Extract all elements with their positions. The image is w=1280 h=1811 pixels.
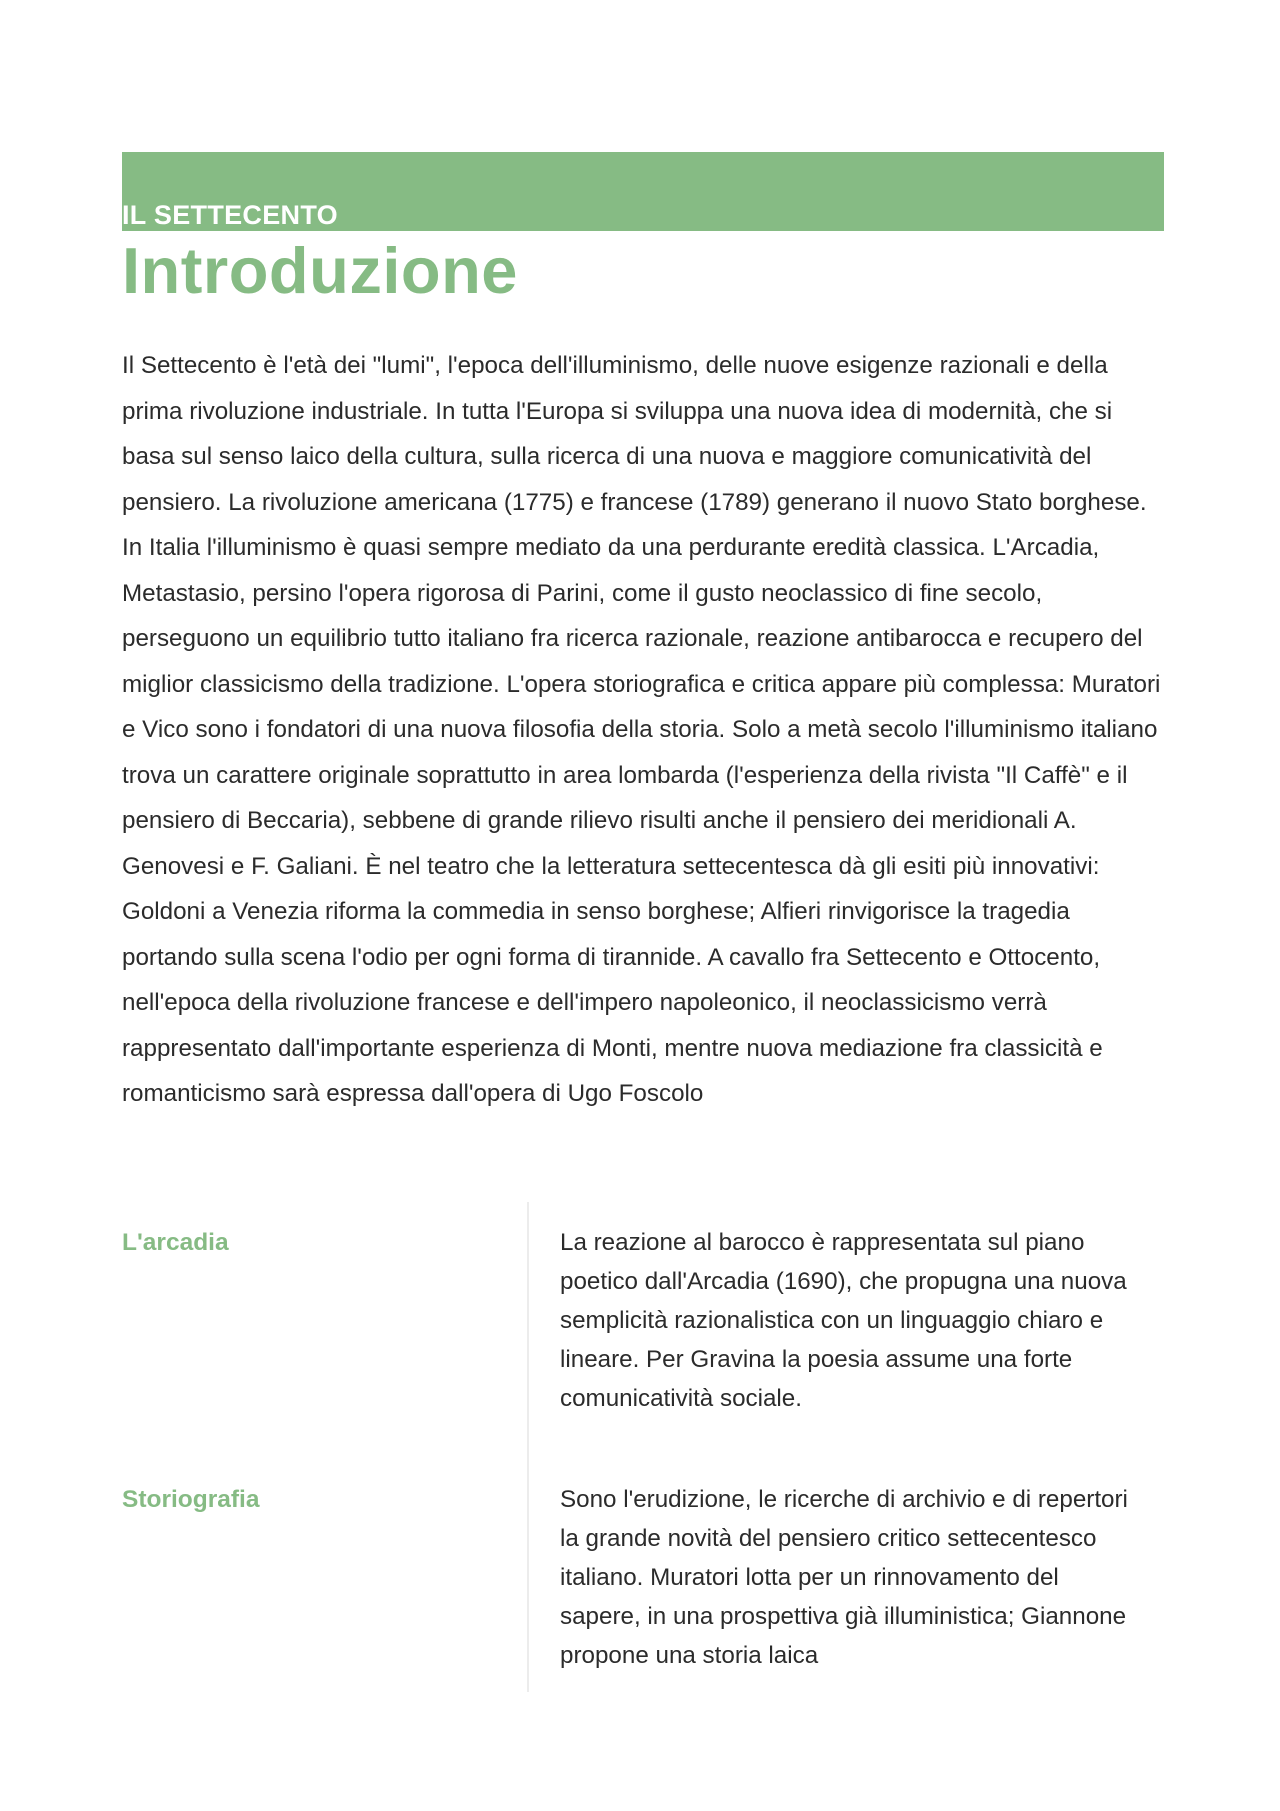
page-title: Introduzione bbox=[122, 234, 518, 307]
section-kicker: IL SETTECENTO bbox=[122, 200, 338, 230]
topic-text-arcadia: La reazione al barocco è rappresentata sul piano poetico dall'Arcadia (1690), che propugna una nuova semplicità razionalistica con un linguaggio chiaro e lineare. Per Gravina la poesia assume una forte comunicatività sociale. bbox=[560, 1229, 1127, 1412]
topic-label-arcadia: L'arcadia bbox=[122, 1229, 229, 1256]
intro-paragraph: Il Settecento è l'età dei "lumi", l'epoca dell'illuminismo, delle nuove esigenze razionali e della prima rivoluzione industriale. In tutta l'Europa si sviluppa una nuova idea di modernità, che si basa sul senso laico della cultura, sulla ricerca di una nuova e maggiore comunicatività del pensiero. La rivoluzione americana (1775) e francese (1789) generano il nuovo Stato borghese. In Italia l'illuminismo è quasi sempre mediato da una perdurante eredità classica. L'Arcadia, Metastasio, persino l'opera rigorosa di Parini, come il gusto neoclassico di fine secolo, perseguono un equilibrio tutto italiano fra ricerca razionale, reazione antibarocca e recupero del miglior classicismo della tradizione. L'opera storiografica e critica appare più complessa: Muratori e Vico sono i fondatori di una nuova filosofia della storia. Solo a metà secolo l'illuminismo italiano trova un carattere originale soprattutto in area lombarda (l'esperienza della rivista "Il Caffè" e il pensiero di Beccaria), sebbene di grande rilievo risulti anche il pensiero dei meridionali A. Genovesi e F. Galiani. È nel teatro che la letteratura settecentesca dà gli esiti più innovativi: Goldoni a Venezia riforma la commedia in senso borghese; Alfieri rinvigorisce la tragedia portando sulla scena l'odio per ogni forma di tirannide. A cavallo fra Settecento e Ottocento, nell'epoca della rivoluzione francese e dell'impero napoleonico, il neoclassicismo verrà rappresentato dall'importante esperienza di Monti, mentre nuova mediazione fra classicità e romanticismo sarà espressa dall'opera di Ugo Foscolo bbox=[122, 352, 1161, 1107]
column-divider bbox=[527, 1202, 529, 1692]
topic-text-storiografia: Sono l'erudizione, le ricerche di archivio e di repertori la grande novità del pensiero critico settecentesco italiano. Muratori lotta per un rinnovamento del sapere, in una prospettiva già illuministica; Giannone propone una storia laica bbox=[560, 1486, 1128, 1669]
topic-label-storiografia: Storiografia bbox=[122, 1486, 260, 1513]
